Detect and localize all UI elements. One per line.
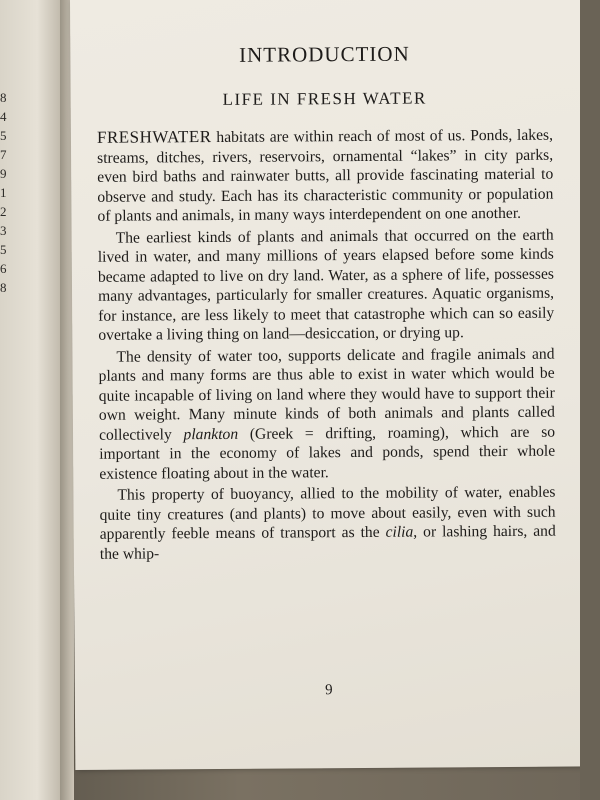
previous-page-number: 8 <box>0 90 7 105</box>
background-edge <box>580 0 600 800</box>
previous-page-number: 8 <box>0 280 7 295</box>
paragraph-1 <box>97 125 554 227</box>
previous-page <box>0 0 62 800</box>
paragraph-4 <box>99 483 556 564</box>
previous-page-number: 6 <box>0 261 7 276</box>
paragraph-text: habitats are within reach of most of us. Ponds, lakes, streams, ditches, rivers, reservoirs, ornamental “lakes” in city parks, even bird baths and rainwater butts, all provide fascinating material to observe and study. Each has its characteristic community or population of plants and animals, in many ways interdependent on one another. <box>97 126 554 225</box>
previous-page-number: 7 <box>0 147 7 162</box>
previous-page-number: 1 <box>0 185 7 200</box>
chapter-title: INTRODUCTION <box>238 41 410 67</box>
italic-term: plankton <box>183 425 239 443</box>
lead-word: FRESHWATER <box>96 127 212 147</box>
book-page <box>70 0 587 770</box>
paragraph-text: , or lashing hairs, and the whip- <box>99 522 556 563</box>
previous-page-number: 4 <box>0 109 7 124</box>
section-title: LIFE IN FRESH WATER <box>222 88 427 109</box>
previous-page-number: 9 <box>0 166 7 181</box>
paragraph-text: This property of buoyancy, allied to the mobility of water, enables quite tiny creatures (and plants) to move about easily, even with such apparently feeble means of transport as the <box>99 483 556 543</box>
previous-page-number: 2 <box>0 204 7 219</box>
paragraph-3 <box>98 344 555 484</box>
previous-page-number: 3 <box>0 223 7 238</box>
previous-page-number: 5 <box>0 128 7 143</box>
page-text-block <box>96 41 556 699</box>
paragraph-text: The density of water too, supports delicate and fragile animals and plants and many forms are thus able to exist in water which would be quite incapable of living on land where they would have to support their own weight. Many minute kinds of both animals and plants called collectively <box>98 345 555 444</box>
previous-page-line-numbers <box>0 88 14 297</box>
paragraph-2: The earliest kinds of plants and animals that occurred on the earth lived in water, and many millions of years elapsed before some kinds became adapted to live on dry land. Water, as a sphere of life, possesses many advantages, particularly for smaller creatures. Aquatic organisms, for instance, are less likely to meet that catastrophe which can so easily overtake a living thing on land—desiccation, or drying up. <box>97 226 555 344</box>
paragraph-text: (Greek = drifting, roaming), which are so important in the economy of lakes and ponds, spend their whole existence floating about in the water. <box>99 423 556 483</box>
previous-page-number: 5 <box>0 242 7 257</box>
page-number: 9 <box>325 682 333 699</box>
italic-term: cilia <box>385 523 414 541</box>
